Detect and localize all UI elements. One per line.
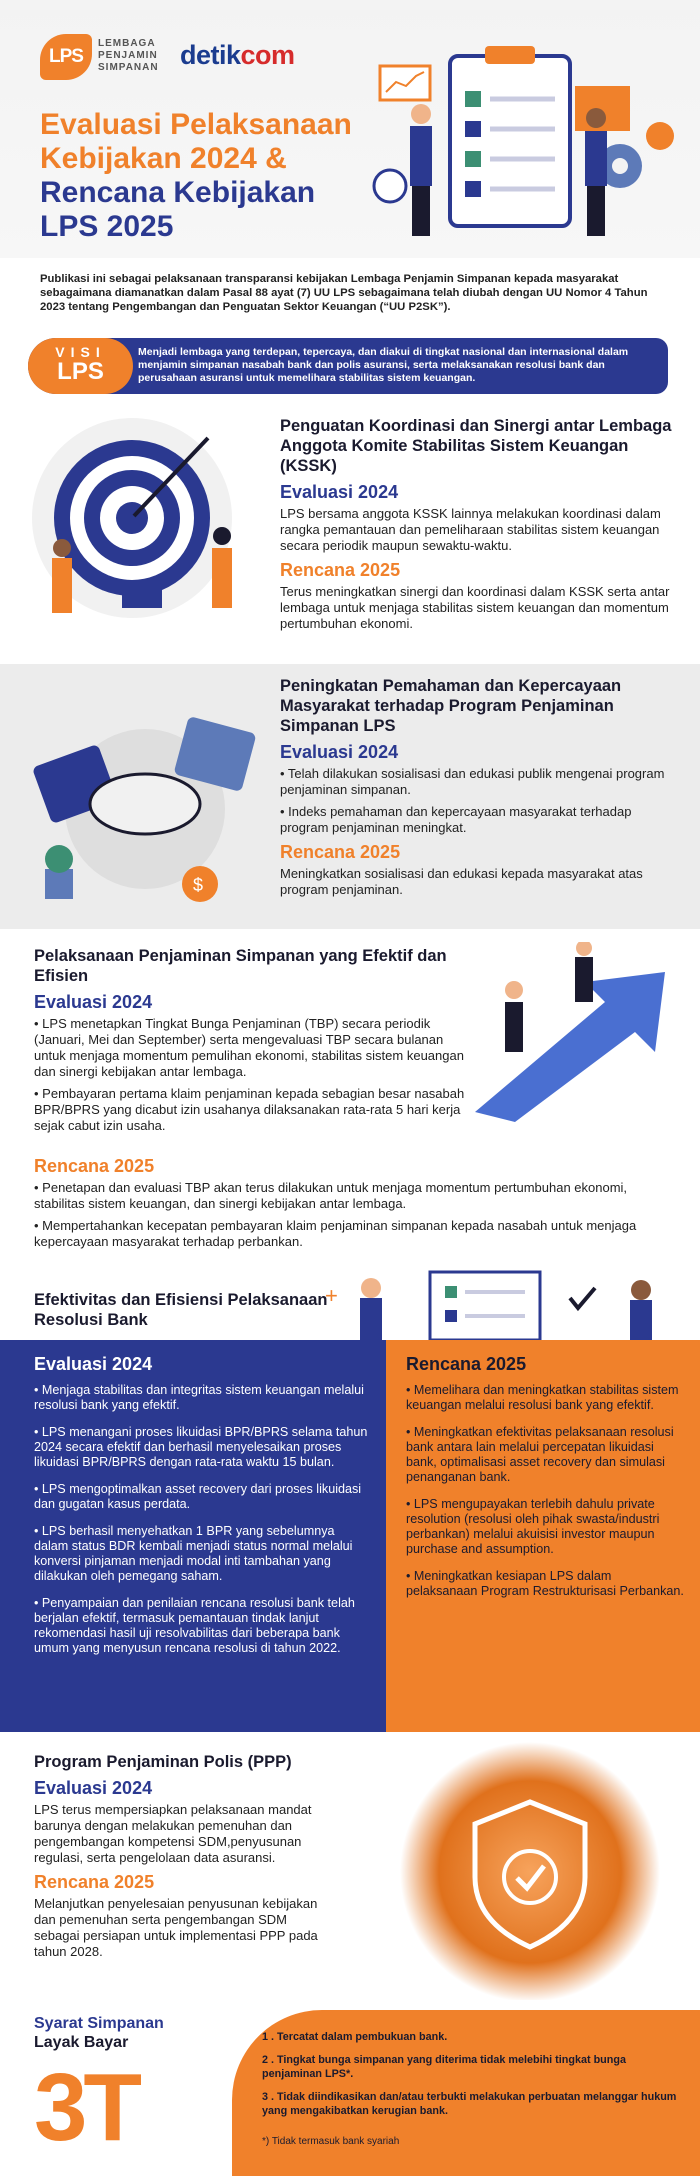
section-ppp-eval-text: LPS terus mempersiapkan pelaksanaan mandat barunya dengan melakukan pemenuhan dan pengembangan kompetensi SDM,penyusunan regulasi, serta pengelolaan data asuransi. bbox=[34, 1802, 312, 1865]
plus-icon: + bbox=[325, 1283, 338, 1308]
list-item: • Meningkatkan efektivitas pelaksanaan resolusi bank antara lain melalui percepatan likuidasi bank, optimalisasi asset recovery dan simulasi penanganan bank. bbox=[406, 1425, 674, 1484]
syarat-list bbox=[262, 2030, 682, 2127]
clipboard-clip bbox=[485, 46, 535, 64]
list-item: • LPS mengoptimalkan asset recovery dari proses likuidasi dan gugatan kasus perdata. bbox=[34, 1482, 362, 1511]
resolusi-eval-column bbox=[0, 1340, 386, 1732]
section-pemahaman-title: Peningkatan Pemahaman dan Kepercayaan Masyarakat terhadap Program Penjaminan Simpanan LPS bbox=[280, 677, 622, 735]
resolusi-illustration bbox=[310, 1268, 700, 1340]
teamwork-arrow-illustration bbox=[445, 942, 690, 1122]
checklist-box-3 bbox=[465, 151, 481, 167]
glow-orb bbox=[400, 1742, 660, 2000]
section-penjaminan-plan bbox=[34, 1150, 674, 1256]
section-penjaminan-title: Pelaksanaan Penjaminan Simpanan yang Efektif dan Efisien bbox=[34, 947, 447, 985]
section-penjaminan-plan-list bbox=[34, 1180, 674, 1250]
coin-symbol: $ bbox=[193, 875, 204, 895]
gear-hole bbox=[612, 158, 628, 174]
climber-2-head bbox=[576, 942, 592, 956]
list-item: • Menjaga stabilitas dan integritas sistem keuangan melalui resolusi bank yang efektif. bbox=[34, 1383, 364, 1412]
clipboard-board bbox=[450, 56, 570, 226]
plant-pot bbox=[45, 869, 73, 899]
plant-leaves bbox=[45, 845, 73, 873]
lps-logo bbox=[40, 34, 180, 80]
syarat-3t: 3T bbox=[34, 2054, 139, 2161]
section-pemahaman-text bbox=[280, 676, 680, 898]
check-icon bbox=[570, 1288, 595, 1308]
section-resolusi-header bbox=[0, 1268, 700, 1340]
list-item: • Penyampaian dan penilaian rencana resolusi bank telah berjalan efektif, termasuk pemantauan tindak lanjut rekomendasi hasil uji resolvabilitas dari beberapa bank umum yang menyusun rencana resolusi di tahun 2022. bbox=[34, 1596, 355, 1655]
person-left bbox=[52, 558, 72, 613]
list-item: • Penetapan dan evaluasi TBP akan terus dilakukan untuk menjaga momentum pertumbuhan ekonomi, stabilitas sistem keuangan, dan sinergi kebijakan antar lembaga. bbox=[34, 1180, 628, 1211]
person-woman-body bbox=[585, 131, 607, 186]
list-item: • LPS menetapkan Tingkat Bunga Penjaminan (TBP) secara periodik (Januari, Mei dan September) serta mengevaluasi TBP secara bulanan untuk menjaga momentum pemulihan ekonomi, stabilitas sistem keuangan dan sinergi kebijakan antar lembaga. bbox=[34, 1016, 464, 1079]
section-kssk-plan-text: Terus meningkatkan sinergi dan koordinasi dalam KSSK serta antar lembaga untuk menjaga stabilitas sistem keuangan dan momentum pertumbuhan ekonomi. bbox=[280, 584, 670, 631]
list-item: • LPS mengupayakan terlebih dahulu private resolution (resolusi oleh pihak swasta/industri perbankan) melalui akuisisi investor maupun purchase and assumption. bbox=[406, 1497, 660, 1556]
arrow-up-icon bbox=[475, 972, 665, 1122]
person-b-head bbox=[631, 1280, 651, 1300]
visi-badge: VISI LPS bbox=[28, 338, 133, 394]
section-kssk-title: Penguatan Koordinasi dan Sinergi antar Lembaga Anggota Komite Stabilitas Sistem Keuangan (KSSK) bbox=[280, 417, 672, 475]
clock-icon bbox=[374, 170, 406, 202]
header bbox=[0, 0, 700, 258]
list-item: • Indeks pemahaman dan kepercayaan masyarakat terhadap program penjaminan meningkat. bbox=[280, 804, 632, 835]
checklist-box-1 bbox=[465, 91, 481, 107]
resolusi-eval-list bbox=[34, 1383, 370, 1656]
list-item: 3 . Tidak diindikasikan dan/atau terbukti melakukan perbuatan melanggar hukum yang mengakibatkan kerugian bank. bbox=[262, 2091, 677, 2117]
section-syarat bbox=[0, 2000, 700, 2176]
resolusi-plan-list bbox=[406, 1383, 686, 1599]
climber-1 bbox=[505, 1002, 523, 1052]
list-item: • LPS menangani proses likuidasi BPR/BPRS selama tahun 2024 secara efektif dan berhasil menyelesaikan proses likuidasi BPR/BPRS dengan rata-rata waktu 15 bulan. bbox=[34, 1425, 368, 1469]
person-a bbox=[360, 1298, 382, 1340]
syarat-panel bbox=[232, 2010, 700, 2176]
person-man-body bbox=[410, 126, 432, 186]
hero-illustration bbox=[370, 36, 680, 251]
list-item: • Mempertahankan kecepatan pembayaran klaim penjaminan simpanan kepada nasabah untuk menjaga kepercayaan masyarakat terhadap perbankan. bbox=[34, 1218, 637, 1249]
syarat-title-line2: Layak Bayar bbox=[34, 2034, 129, 2051]
section-penjaminan-text bbox=[34, 946, 474, 1140]
person-right-head bbox=[213, 527, 231, 545]
board-item-2 bbox=[445, 1310, 457, 1322]
resolusi-plan-label: Rencana 2025 bbox=[406, 1354, 527, 1374]
section-pemahaman-eval-list bbox=[280, 766, 680, 836]
person-woman-head bbox=[586, 108, 606, 128]
section-ppp-text bbox=[34, 1752, 334, 1960]
person-man-legs bbox=[412, 186, 430, 236]
board bbox=[430, 1272, 540, 1340]
climber-2 bbox=[575, 957, 593, 1002]
section-ppp-plan-text: Melanjutkan penyelesaian penyusunan kebijakan dan pemenuhan serta pengembangan SDM sebagai persiapan untuk implementasi PPP pada tahun 2028. bbox=[34, 1896, 318, 1959]
section-kssk bbox=[0, 400, 700, 662]
list-item: • Pembayaran pertama klaim penjaminan kepada sebagian besar nasabah BPR/BPRS yang dicabut izin usahanya dilaksanakan rata-rata 5 hari kerja sejak cabut izin usaha. bbox=[34, 1086, 465, 1133]
handshake-hands bbox=[90, 774, 200, 834]
section-kssk-text bbox=[280, 416, 680, 632]
page-title-line2: Rencana Kebijakan LPS 2025 bbox=[40, 176, 316, 243]
checklist-box-2 bbox=[465, 121, 481, 137]
syarat-footnote: *) Tidak termasuk bank syariah bbox=[262, 2136, 400, 2147]
page-title bbox=[40, 108, 370, 244]
syarat-heading bbox=[34, 2014, 234, 2161]
resolusi-eval-label: Evaluasi 2024 bbox=[34, 1354, 153, 1374]
laptop bbox=[122, 583, 162, 608]
detikcom-logo: detikcom bbox=[180, 40, 295, 70]
list-item: • Telah dilakukan sosialisasi dan edukasi publik mengenai program penjaminan simpanan. bbox=[280, 766, 665, 797]
section-pemahaman-plan-text: Meningkatkan sosialisasi dan edukasi kepada masyarakat atas program penjaminan. bbox=[280, 866, 643, 897]
section-penjaminan bbox=[0, 930, 700, 1260]
list-item: • Meningkatkan kesiapan LPS dalam pelaksanaan Program Restrukturisasi Perbankan. bbox=[406, 1569, 684, 1598]
section-ppp-title: Program Penjaminan Polis (PPP) bbox=[34, 1753, 292, 1771]
page-title-line1: Evaluasi Pelaksanaan Kebijakan 2024 & bbox=[40, 108, 352, 175]
section-kssk-eval-text: LPS bersama anggota KSSK lainnya melakukan koordinasi dalam rangka pemantauan dan pemeliharaan stabilitas sistem keuangan secara periodik maupun sewaktu-waktu. bbox=[280, 506, 661, 553]
person-left-head bbox=[53, 539, 71, 557]
section-kssk-plan-label: Rencana 2025 bbox=[280, 560, 401, 580]
handshake-illustration bbox=[30, 704, 260, 914]
board-item-1 bbox=[445, 1286, 457, 1298]
chart-board bbox=[380, 66, 430, 100]
section-pemahaman bbox=[0, 664, 700, 929]
checklist-box-4 bbox=[465, 181, 481, 197]
intro-text: Publikasi ini sebagai pelaksanaan transparansi kebijakan Lembaga Penjamin Simpanan kepada masyarakat sebagaimana diamanatkan dalam Pasal 88 ayat (7) UU LPS sebagaimana telah diubah dengan UU Nomor 4 Tahun 2023 tentang Pengembangan dan Penguatan Sektor Keuangan (“UU P2SK”). bbox=[40, 273, 648, 313]
section-pemahaman-plan-label: Rencana 2025 bbox=[280, 842, 401, 862]
person-a-head bbox=[361, 1278, 381, 1298]
lps-logo-mark: LPS bbox=[40, 34, 92, 80]
target-illustration bbox=[12, 408, 272, 648]
climber-1-head bbox=[505, 981, 523, 999]
syarat-title-line1: Syarat Simpanan bbox=[34, 2015, 164, 2032]
list-item: • LPS berhasil menyehatkan 1 BPR yang sebelumnya dalam status BDR kembali menjadi status normal melalui konversi pinjaman menjadi modal inti tambahan yang dilakukan oleh pemegang saham. bbox=[34, 1524, 353, 1583]
section-ppp-eval-label: Evaluasi 2024 bbox=[34, 1778, 153, 1798]
section-penjaminan-eval-list bbox=[34, 1016, 474, 1134]
section-penjaminan-plan-label: Rencana 2025 bbox=[34, 1156, 155, 1176]
shield-illustration bbox=[340, 1732, 700, 2000]
section-resolusi-columns bbox=[0, 1340, 700, 1732]
visi-text: Menjadi lembaga yang terdepan, tepercaya, dan diakui di tingkat nasional dan internasional dalam menjamin simpanan nasabah bank dan polis asuransi, serta melaksanakan resolusi bank dan perusahaan asuransi untuk memelihara stabilitas sistem keuangan. bbox=[138, 346, 629, 384]
section-penjaminan-eval-label: Evaluasi 2024 bbox=[34, 992, 153, 1012]
list-item: 2 . Tingkat bunga simpanan yang diterima tidak melebihi tingkat bunga penjaminan LPS*. bbox=[262, 2054, 626, 2080]
section-resolusi-title: Efektivitas dan Efisiensi Pelaksanaan Resolusi Bank bbox=[34, 1291, 328, 1329]
resolusi-plan-column bbox=[386, 1340, 700, 1732]
person-woman-legs bbox=[587, 186, 605, 236]
section-ppp bbox=[0, 1732, 700, 2000]
list-item: 1 . Tercatat dalam pembukuan bank. bbox=[262, 2031, 448, 2043]
person-b bbox=[630, 1300, 652, 1340]
section-kssk-eval-label: Evaluasi 2024 bbox=[280, 482, 399, 502]
person-man-head bbox=[411, 104, 431, 124]
list-item: • Memelihara dan meningkatkan stabilitas sistem keuangan melalui resolusi bank yang efektif. bbox=[406, 1383, 679, 1412]
visi-banner bbox=[28, 338, 668, 394]
section-pemahaman-eval-label: Evaluasi 2024 bbox=[280, 742, 399, 762]
section-ppp-plan-label: Rencana 2025 bbox=[34, 1872, 155, 1892]
person-right bbox=[212, 548, 232, 608]
pie-chart bbox=[646, 122, 674, 150]
lps-logo-name: LEMBAGA PENJAMIN SIMPANAN bbox=[98, 38, 159, 73]
